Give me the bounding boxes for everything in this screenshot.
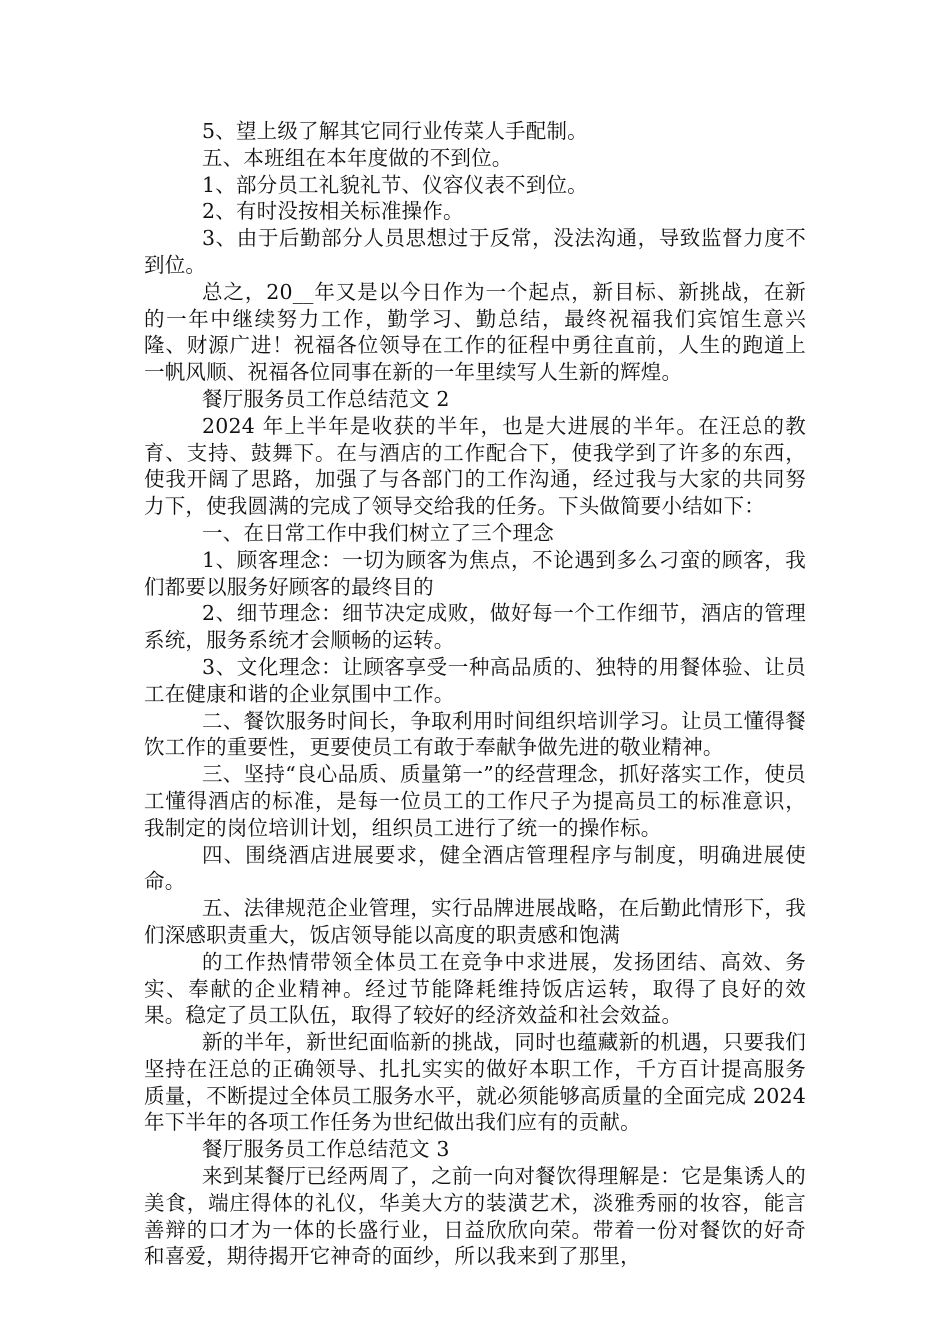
- paragraph-9: 一、在日常工作中我们树立了三个理念: [202, 520, 554, 545]
- document-body: [144, 118, 806, 1270]
- paragraph-11: 2、细节理念：细节决定成败，做好每一个工作细节，酒店的管理系统，服务系统才会顺畅的运转。: [144, 601, 806, 653]
- paragraph-20: 来到某餐厅已经两周了，之前一向对餐饮得理解是：它是集诱人的美食，端庄得体的礼仪，华美大方的装潢艺术，淡雅秀丽的妆容，能言善辩的口才为一体的长盛行业，日益欣欣向荣。带着一份对餐饮的好奇和喜爱，期待揭开它神奇的面纱，所以我来到了那里，: [144, 1164, 806, 1269]
- paragraph-16: 五、法律规范企业管理，实行品牌进展战略，在后勤此情形下，我们深感职责重大，饭店领导能以高度的职责感和饱满: [144, 896, 806, 947]
- section-heading-3: 餐厅服务员工作总结范文 3: [202, 1137, 450, 1162]
- paragraph-12: 3、文化理念：让顾客享受一种高品质的、独特的用餐体验、让员工在健康和谐的企业氛围中工作。: [144, 654, 806, 706]
- paragraph-6: 总之，20__年又是以今日作为一个起点，新目标、新挑战，在新的一年中继续努力工作，勤学习、勤总结，最终祝福我们宾馆生意兴隆、财源广进！祝福各位领导在工作的征程中勇往直前，人生的跑道上一帆风顺、祝福各位同事在新的一年里续写人生新的辉煌。: [144, 279, 806, 385]
- paragraph-13: 二、餐饮服务时间长，争取利用时间组织培训学习。让员工懂得餐饮工作的重要性，更要使员工有敢于奉献争做先进的敬业精神。: [144, 708, 806, 760]
- section-heading-2: 餐厅服务员工作总结范文 2: [202, 386, 450, 411]
- paragraph-3: 1、部分员工礼貌礼节、仪容仪表不到位。: [202, 172, 588, 197]
- paragraph-1: 5、望上级了解其它同行业传菜人手配制。: [202, 119, 588, 143]
- paragraph-8: 2024 年上半年是收获的半年，也是大进展的半年。在汪总的教育、支持、鼓舞下。在与酒店的工作配合下，使我学到了许多的东西，使我开阔了思路，加强了与各部门的工作沟通，经过我与大家的共同努力下，使我圆满的完成了领导交给我的任务。下头做简要小结如下：: [144, 413, 806, 519]
- paragraph-4: 2、有时没按相关标准操作。: [202, 199, 464, 224]
- paragraph-14: 三、坚持“良心品质、质量第一”的经营理念，抓好落实工作，使员工懂得酒店的标准，是每一位员工的工作尺子为提高员工的标准意识，我制定的岗位培训计划，组织员工进行了统一的操作标。: [144, 762, 806, 840]
- paragraph-15: 四、围绕酒店进展要求，健全酒店管理程序与制度，明确进展使命。: [144, 842, 806, 894]
- paragraph-17: 的工作热情带领全体员工在竞争中求进展，发扬团结、高效、务实、奉献的企业精神。经过节能降耗维持饭店运转，取得了良好的效果。稳定了员工队伍，取得了较好的经济效益和社会效益。: [144, 949, 806, 1028]
- paragraph-2: 五、本班组在本年度做的不到位。: [202, 145, 513, 170]
- paragraph-18: 新的半年，新世纪面临新的挑战，同时也蕴藏新的机遇，只要我们坚持在汪总的正确领导、扎扎实实的做好本职工作，千方百计提高服务质量，不断提过全体员工服务水平，就必须能够高质量的全面完成 2024 年下半年的各项工作任务为世纪做出我们应有的贡献。: [144, 1030, 806, 1135]
- paragraph-5: 3、由于后勤部分人员思想过于反常，没法沟通，导致监督力度不到位。: [144, 226, 806, 277]
- paragraph-10: 1、顾客理念：一切为顾客为焦点，不论遇到多么刁蛮的顾客，我们都要以服务好顾客的最终目的: [144, 547, 806, 599]
